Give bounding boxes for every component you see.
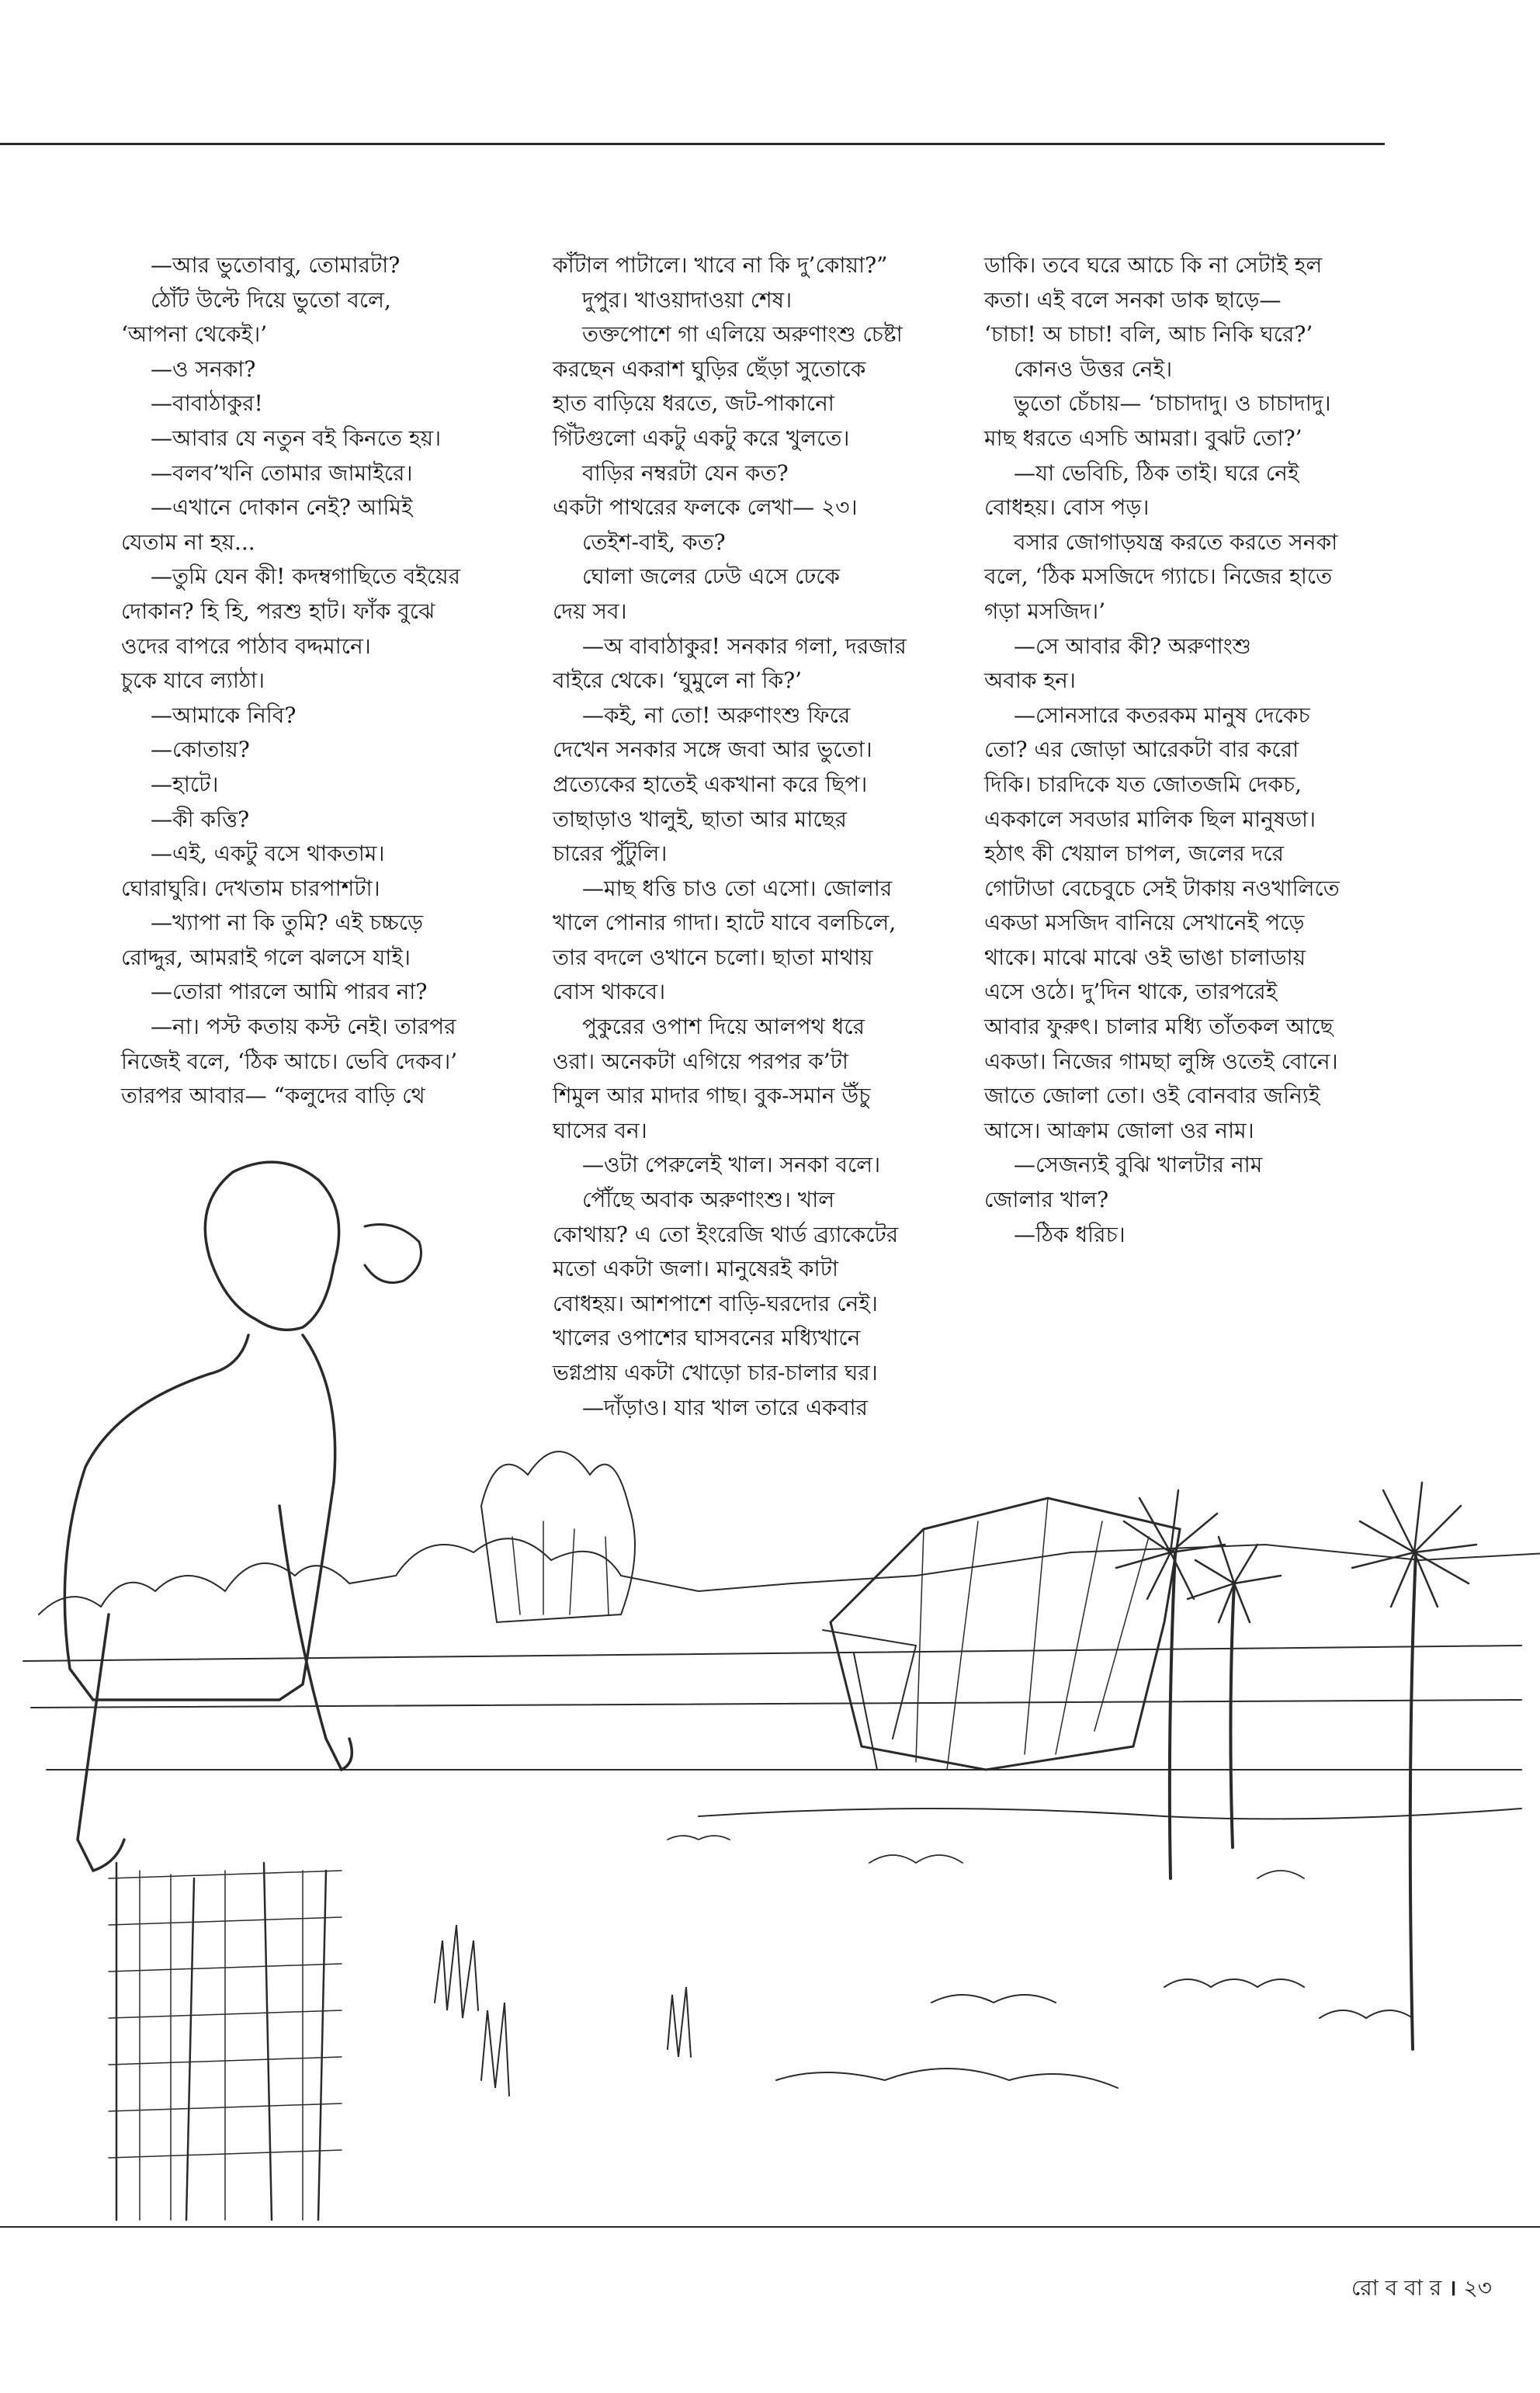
text-line: কোনও উত্তর নেই। (1014, 355, 1173, 382)
text-line: রোদ্দুর, আমরাই গলে ঝলসে যাই। (121, 944, 411, 970)
text-line: —না। পস্ট কতায় কস্ট নেই। তারপর (151, 1014, 456, 1040)
text-line: মতো একটা জলা। মানুষেরই কাটা (553, 1256, 838, 1282)
text-line: বসার জোগাড়যন্ত্র করতে করতে সনকা (1014, 529, 1338, 555)
text-line: বাড়ির নম্বরটা যেন কত? (582, 460, 789, 486)
text-line: একটা পাথরের ফলকে লেখা— ২৩। (553, 494, 858, 521)
text-line: মাছ ধরতে এসচি আমরা। বুঝট তো?’ (984, 425, 1302, 451)
text-line: —কোতায়? (151, 737, 250, 763)
text-line: হাত বাড়িয়ে ধরতে, জট-পাকানো (553, 390, 834, 417)
text-line: দেখেন সনকার সঙ্গে জবা আর ভুতো। (553, 737, 872, 763)
text-line: চুকে যাবে ল্যাঠা। (121, 668, 265, 694)
text-line: —কই, না তো! অরুণাংশু ফিরে (582, 702, 851, 728)
text-line: অবাক হন। (984, 668, 1076, 694)
text-line: তার বদলে ওখানে চলো। ছাতা মাথায় (553, 944, 873, 970)
text-line: —সেজন্যই বুঝি খালটার নাম (1014, 1152, 1263, 1178)
foreground-grass (435, 1925, 1413, 2096)
text-line: —সে আবার কী? অরুণাংশু (1014, 633, 1251, 659)
text-line: একডা মসজিদ বানিয়ে সেখানেই পড়ে (984, 910, 1305, 936)
text-line: হঠাৎ কী খেয়াল চাপল, জলের দরে (984, 841, 1285, 867)
text-line: বোধহয়। আশপাশে বাড়ি-ঘরদোর নেই। (553, 1290, 878, 1316)
palm-trees (1116, 1483, 1476, 2049)
text-line: —আমাকে নিবি? (151, 702, 297, 728)
text-line: আসে। আক্রাম জোলা ওর নাম। (984, 1117, 1254, 1143)
text-line: দেয় সব। (553, 598, 627, 624)
text-line: ওরা। অনেকটা এগিয়ে পরপর ক’টা (553, 1048, 849, 1074)
magazine-name: রো ব বা র (1351, 2275, 1442, 2301)
text-line: দোকান? হি হি, পরশু হাট। ফাঁক বুঝে (121, 598, 435, 624)
page-footer (1351, 2271, 1492, 2308)
tree-line (39, 1538, 1540, 1614)
man-figure (64, 1162, 421, 2220)
text-line: —খ্যাপা না কি তুমি? এই চচ্চড়ে (151, 910, 423, 936)
text-line: —তোরা পারলে আমি পারব না? (151, 979, 428, 1005)
top-rule (0, 143, 1385, 145)
text-column-1 (121, 248, 486, 1114)
text-line: —ঠিক ধরিচ। (1014, 1221, 1126, 1247)
text-line: তারপর আবার— “কলুদের বাড়ি থে (121, 1083, 425, 1109)
text-line: —সোনসারে কতরকম মানুষ দেকেচ (1014, 702, 1310, 728)
text-line: —ও সনকা? (151, 355, 256, 382)
text-line: —আর ভুতোবাবু, তোমারটা? (151, 252, 401, 278)
bottom-rule (0, 2226, 1540, 2228)
text-line: বলে, ‘ঠিক মসজিদে গ্যাচে। নিজের হাতে (984, 564, 1333, 590)
text-line: —অ বাবাঠাকুর! সনকার গলা, দরজার (582, 633, 907, 659)
text-line: ডাকি। তবে ঘরে আচে কি না সেটাই হল (984, 252, 1323, 278)
text-line: গোটাডা বেচেবুচে সেই টাকায় নওখালিতে (984, 875, 1340, 901)
text-line: ভুতো চেঁচায়— ‘চাচাদাদু। ও চাচাদাদু। (1014, 390, 1331, 417)
text-line: জাতে জোলা তো। ওই বোনবার জন্যিই (984, 1083, 1320, 1109)
text-line: —ওটা পেরুলেই খাল। সনকা বলে। (582, 1152, 881, 1178)
text-line: —মাছ ধত্তি চাও তো এসো। জোলার (582, 875, 893, 901)
text-line: গিঁটগুলো একটু একটু করে খুলতে। (553, 425, 850, 451)
text-line: গড়া মসজিদ।’ (984, 598, 1106, 624)
text-line: তো? এর জোড়া আরেকটা বার করো (984, 737, 1299, 763)
text-line: ‘চাচা! অ চাচা! বলি, আচ নিকি ঘরে?’ (984, 321, 1313, 348)
text-line: বোধহয়। বোস পড়। (984, 494, 1150, 521)
text-line: থাকে। মাঝে মাঝে ওই ভাঙা চালাডায় (984, 944, 1306, 970)
text-line: —তুমি যেন কী! কদম্বগাছিতে বইয়ের (151, 564, 461, 590)
text-line: নিজেই বলে, ‘ঠিক আচে। ভেবি দেকব।’ (121, 1048, 458, 1074)
text-line: পৌঁছে অবাক অরুণাংশু। খাল (582, 1187, 835, 1213)
text-line: এককালে সবডার মালিক ছিল মানুষডা। (984, 806, 1316, 832)
text-line: যেতাম না হয়... (121, 529, 255, 555)
thatched-hut (823, 1498, 1180, 1770)
text-line: দিকি। চারদিকে যত জোতজমি দেকচ, (984, 771, 1302, 797)
text-line: ঘোরাঘুরি। দেখতাম চারপাশটা। (121, 875, 380, 901)
text-line: দুপুর। খাওয়াদাওয়া শেষ। (582, 286, 793, 313)
text-line: বাইরে থেকে। ‘ঘুমুলে না কি?’ (553, 668, 803, 694)
text-line: ওদের বাপরে পাঠাব বদ্দমানে। (121, 633, 371, 659)
text-line: আবার ফুরুৎ। চালার মধ্যি তাঁতকল আছে (984, 1014, 1334, 1040)
text-line: —দাঁড়াও। যার খাল তারে একবার (582, 1394, 868, 1420)
text-line: ঘোলা জলের ঢেউ এসে ঢেকে (582, 564, 841, 590)
text-line: জোলার খাল? (984, 1187, 1109, 1213)
text-line: একডা। নিজের গামছা লুঙ্গি ওতেই বোনে। (984, 1048, 1338, 1074)
text-line: ভগ্নপ্রায় একটা খোড়ো চার-চালার ঘর। (553, 1360, 878, 1386)
text-line: তাছাড়াও খালুই, ছাতা আর মাছের (553, 806, 847, 832)
text-line: বোস থাকবে। (553, 979, 666, 1005)
text-line: —যা ভেবিচি, ঠিক তাই। ঘরে নেই (1014, 460, 1299, 486)
text-line: খালে পোনার গাদা। হাটে যাবে বলচিলে, (553, 910, 897, 936)
text-line: কাঁটাল পাটালে। খাবে না কি দু’কোয়া?” (553, 252, 888, 278)
text-line: কোথায়? এ তো ইংরেজি থার্ড ব্র্যাকেটের (553, 1221, 899, 1247)
text-line: ‘আপনা থেকেই।’ (121, 321, 268, 348)
text-line: —বাবাঠাকুর! (151, 390, 263, 417)
text-line: —কী কত্তি? (151, 806, 250, 832)
text-line: ঠোঁট উল্টে দিয়ে ভুতো বলে, (151, 286, 391, 313)
text-line: করছেন একরাশ ঘুড়ির ছেঁড়া সুতোকে (553, 355, 866, 382)
footer-separator: । (1448, 2275, 1457, 2301)
text-line: পুকুরের ওপাশ দিয়ে আলপথ ধরে (582, 1014, 865, 1040)
text-line: —বলব’খনি তোমার জামাইরে। (151, 460, 413, 486)
text-line: —এই, একটু বসে থাকতাম। (151, 841, 385, 867)
text-line: তক্তপোশে গা এলিয়ে অরুণাংশু চেষ্টা (582, 321, 903, 348)
text-line: চারের পুঁটুলি। (553, 841, 668, 867)
text-line: —হাটে। (151, 771, 219, 797)
text-line: কতা। এই বলে সনকা ডাক ছাড়ে— (984, 286, 1282, 313)
text-line: —এখানে দোকান নেই? আমিই (151, 494, 413, 521)
field-lines (23, 1646, 1521, 1819)
text-line: শিমুল আর মাদার গাছ। বুক-সমান উঁচু (553, 1083, 871, 1109)
text-line: ঘাসের বন। (553, 1117, 647, 1143)
text-line: প্রত্যেকের হাতেই একখানা করে ছিপ। (553, 771, 868, 797)
text-line: খালের ওপাশের ঘাসবনের মধ্যিখানে (553, 1325, 861, 1351)
page-number: ২৩ (1463, 2275, 1492, 2301)
text-line: এসে ওঠে। দু’দিন থাকে, তারপরেই (984, 979, 1278, 1005)
story-illustration (0, 1071, 1540, 2228)
text-line: তেইশ-বাই, কত? (582, 529, 726, 555)
text-line: —আবার যে নতুন বই কিনতে হয়। (151, 425, 442, 451)
